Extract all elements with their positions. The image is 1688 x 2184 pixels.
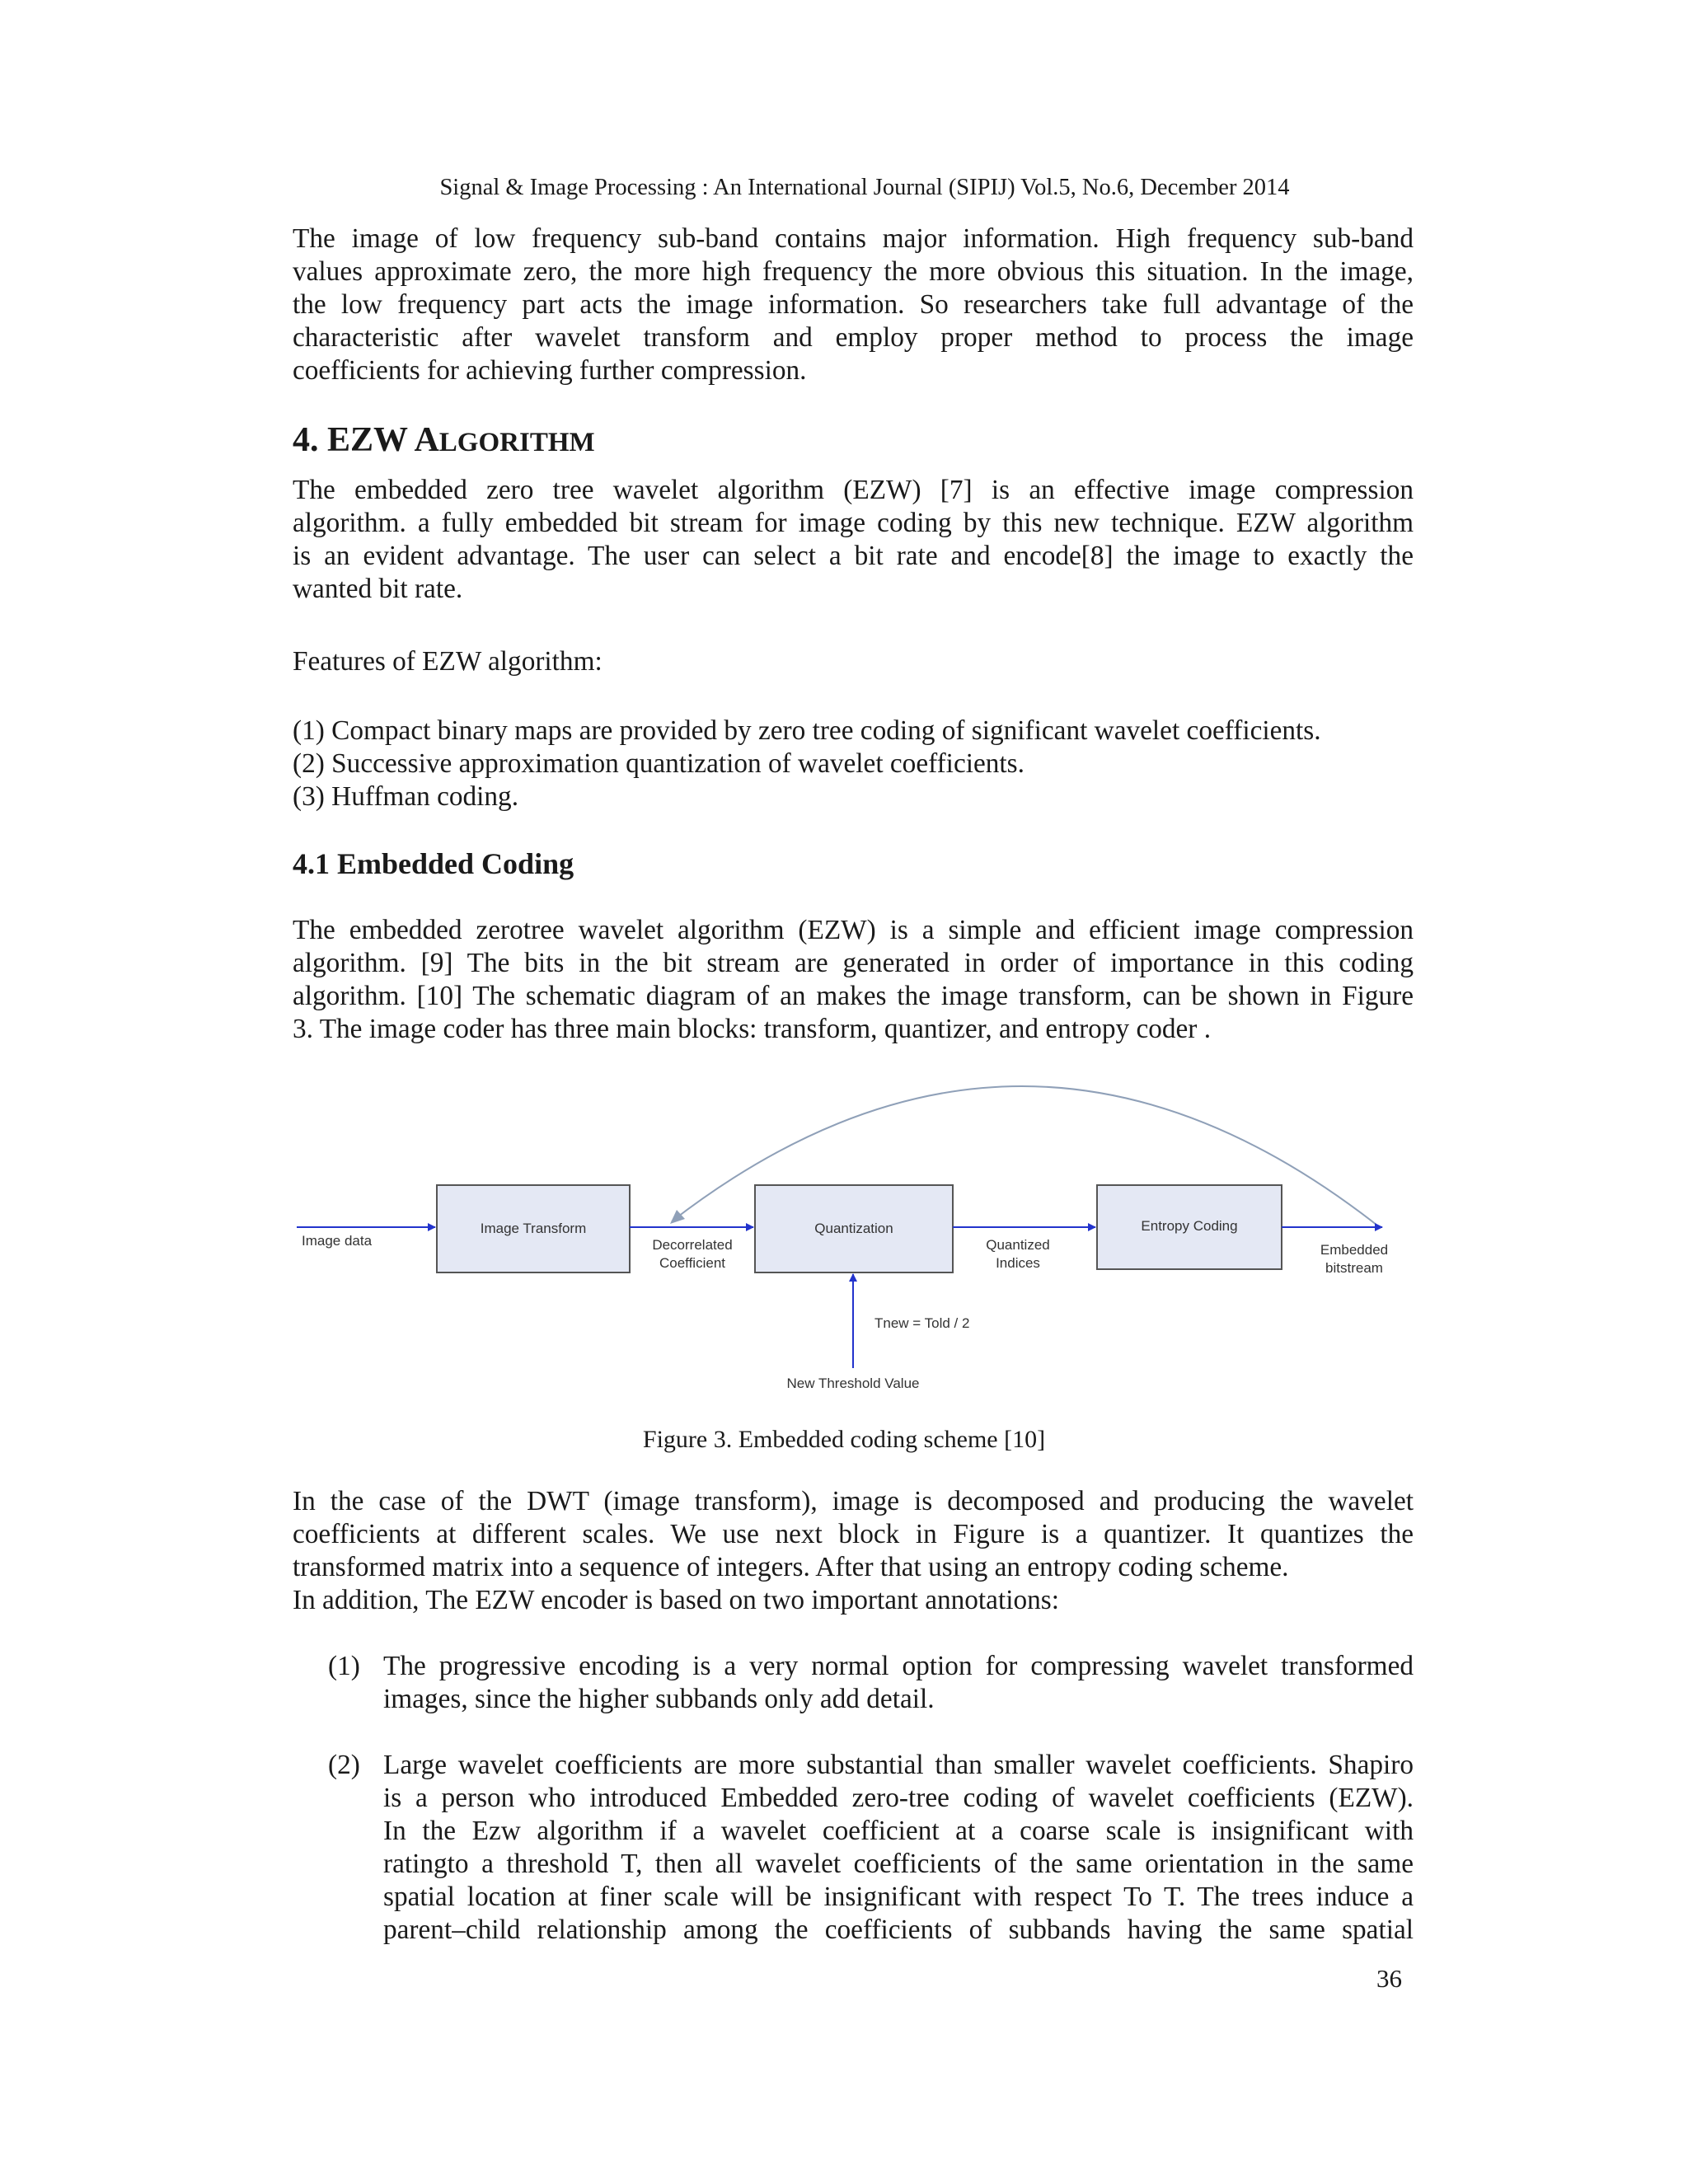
annotations-intro: In addition, The EZW encoder is based on two important annotations:: [293, 1585, 1059, 1615]
section-4-1-title: 4.1 Embedded Coding: [293, 847, 574, 880]
text-line: is a person who introduced Embedded zero-tree coding of wavelet coefficients (EZW).: [383, 1783, 1414, 1813]
text-line: 3. The image coder has three main blocks: transform, quantizer, and entropy coder .: [293, 1014, 1212, 1044]
section-4-paragraph: [293, 474, 1414, 606]
text-line: algorithm. [10] The schematic diagram of an makes the image transform, can be shown in Figure: [293, 981, 1414, 1011]
text-line: is an evident advantage. The user can select a bit rate and encode[8] the image to exactly the: [293, 541, 1414, 571]
entropy-coding-label: Entropy Coding: [1141, 1218, 1238, 1234]
text-line: values approximate zero, the more high frequency the more obvious this situation. In the image,: [293, 256, 1414, 287]
annotation-2-label: (2): [328, 1750, 360, 1780]
image-transform-label: Image Transform: [480, 1221, 587, 1236]
section-title-rest: LGORITHM: [438, 428, 595, 457]
section-4-title: [293, 417, 595, 466]
decorrelated-label-line2: Coefficient: [659, 1255, 726, 1271]
quantized-label-line2: Indices: [996, 1255, 1040, 1271]
running-header: Signal & Image Processing : An International Journal (SIPIJ) Vol.5, No.6, December 2014: [439, 175, 1290, 200]
text-line: coefficients at different scales. We use next block in Figure is a quantizer. It quantizes the: [293, 1519, 1414, 1549]
text-line: The embedded zerotree wavelet algorithm (EZW) is a simple and efficient image compression: [293, 915, 1414, 945]
section-title-first: EZW A: [327, 421, 439, 459]
text-line: coefficients for achieving further compression.: [293, 355, 807, 386]
list-item: (3) Huffman coding.: [293, 781, 519, 812]
text-line: algorithm. a fully embedded bit stream for image coding by this new technique. EZW algorithm: [293, 508, 1414, 538]
threshold-label: New Threshold Value: [786, 1376, 920, 1391]
text-line: spatial location at finer scale will be insignificant with respect To T. The trees induce a: [383, 1882, 1414, 1912]
input-label: Image data: [302, 1233, 373, 1249]
features-heading: Features of EZW algorithm:: [293, 646, 603, 677]
dwt-paragraph: [293, 1485, 1414, 1584]
annotation-2-body: [383, 1749, 1414, 1947]
quantization-label: Quantization: [814, 1221, 893, 1236]
features-list: [293, 715, 1321, 813]
text-line: transformed matrix into a sequence of integers. After that using an entropy coding scheme.: [293, 1552, 1289, 1582]
text-line: The progressive encoding is a very normal option for compressing wavelet transformed: [383, 1651, 1414, 1681]
text-line: the low frequency part acts the image information. So researchers take full advantage of the: [293, 289, 1414, 320]
text-line: In the Ezw algorithm if a wavelet coefficient at a coarse scale is insignificant with: [383, 1816, 1414, 1846]
embedded-coding-figure: [293, 1063, 1414, 1401]
decorrelated-label-line1: Decorrelated: [652, 1237, 733, 1253]
annotation-1-body: [383, 1650, 1414, 1716]
feedback-arrowhead: [670, 1210, 685, 1224]
text-line: algorithm. [9] The bits in the bit stream are generated in order of importance in this coding: [293, 948, 1414, 978]
text-line: Large wavelet coefficients are more substantial than smaller wavelet coefficients. Shapiro: [383, 1750, 1414, 1780]
text-line: In the case of the DWT (image transform), image is decomposed and producing the wavelet: [293, 1486, 1414, 1516]
annotation-1-label: (1): [328, 1651, 360, 1681]
text-line: The image of low frequency sub-band contains major information. High frequency sub-band: [293, 223, 1414, 254]
list-item: (1) Compact binary maps are provided by zero tree coding of significant wavelet coefficients.: [293, 715, 1321, 746]
quantized-label-line1: Quantized: [986, 1237, 1050, 1253]
output-label-line1: Embedded: [1320, 1242, 1389, 1258]
section-number: 4.: [293, 421, 319, 459]
text-line: characteristic after wavelet transform and employ proper method to process the image: [293, 322, 1414, 353]
text-line: wanted bit rate.: [293, 574, 463, 604]
threshold-formula: Tnew = Told / 2: [874, 1315, 970, 1331]
embedded-coding-diagram: [293, 1063, 1414, 1401]
text-line: The embedded zero tree wavelet algorithm (EZW) [7] is an effective image compression: [293, 475, 1414, 505]
output-label-line2: bitstream: [1325, 1260, 1383, 1276]
section-4-1-paragraph: [293, 914, 1414, 1046]
page-number: 36: [1376, 1964, 1402, 1993]
text-line: parent–child relationship among the coefficients of subbands having the same spatial: [383, 1915, 1414, 1945]
figure-caption: Figure 3. Embedded coding scheme [10]: [642, 1426, 1046, 1453]
text-line: images, since the higher subbands only add detail.: [383, 1684, 935, 1714]
text-line: ratingto a threshold T, then all wavelet coefficients of the same orientation in the same: [383, 1849, 1414, 1879]
list-item: (2) Successive approximation quantization of wavelet coefficients.: [293, 748, 1025, 779]
intro-paragraph: [293, 223, 1414, 387]
